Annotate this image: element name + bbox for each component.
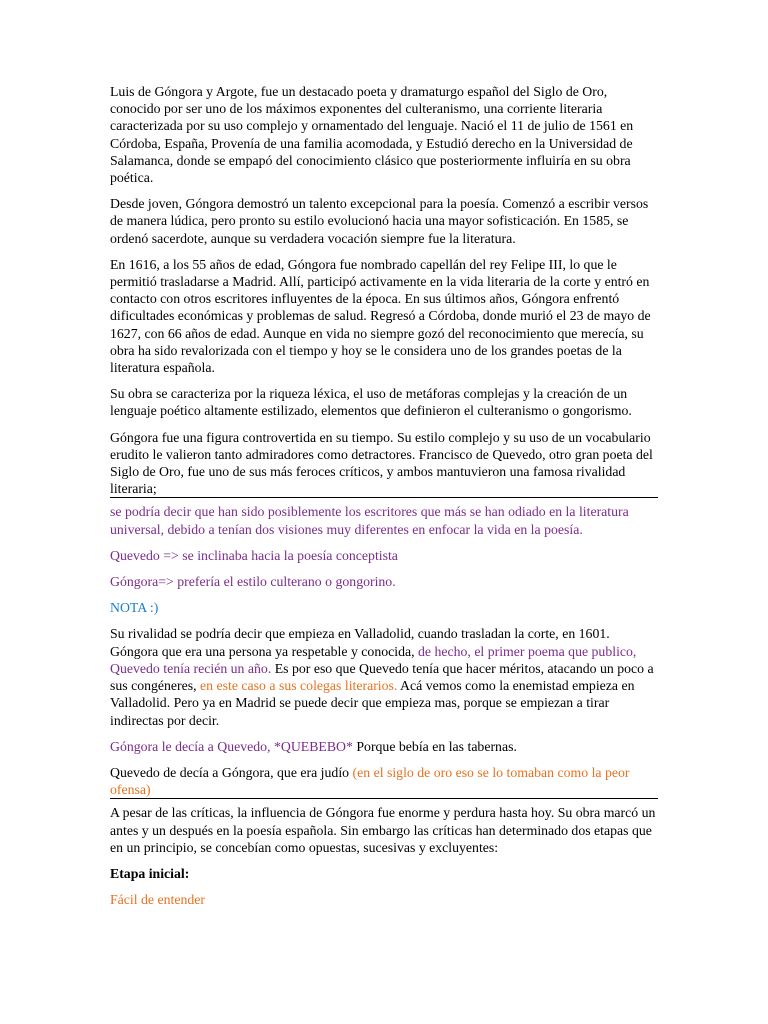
paragraph-biografia: Luis de Góngora y Argote, fue un destacado poeta y dramaturgo español del Siglo de Oro, conocido por ser uno de los máximos exponentes del culteranismo, una corriente literaria caracterizada por su uso complejo y ornamentado del lenguaje. Nació el 11 de julio de 1561 en Córdoba, España, Provenía de una familia acomodada, y Estudió derecho en la Universidad de Salamanca, donde se empapó del conocimiento clásico que posteriormente influiría en su obra poética.	[110, 84, 634, 186]
rivalidad-text-3: Acá vemos como la enemistad empieza en Valladolid. Pero ya en Madrid se puede decir que empieza mas, porque se empiezan a tirar indirectas por decir.	[110, 678, 635, 728]
paragraph-rivalidad	[110, 625, 658, 728]
rivalidad-text-2: Es por eso que Quevedo tenía que hacer méritos, atacando un poco a sus congéneres,	[110, 660, 654, 694]
etapa-inicial-item: Fácil de entender	[110, 892, 206, 908]
quebebo-insult: Góngora le decía a Quevedo, *QUEBEBO*	[110, 738, 353, 754]
document-body	[110, 83, 658, 917]
paragraph-quebebo	[110, 738, 658, 755]
rivalidad-aside-poema: de hecho, el primer poema que publico, Quevedo tenía recién un año.	[110, 643, 637, 676]
note-quevedo-conceptista: Quevedo => se inclinaba hacia la poesía conceptista	[110, 547, 398, 563]
rivalidad-text-1: Su rivalidad se podría decir que empieza en Valladolid, cuando trasladan la corte, en 1601. Góngora que era una persona ya respetable y conocida,	[110, 626, 610, 659]
paragraph-juventud: Desde joven, Góngora demostró un talento excepcional para la poesía. Comenzó a escribir versos de manera lúdica, pero pronto su estilo evolucionó hacia una mayor sofisticación. En 1585, se ordenó sacerdote, aunque su verdadera vocación siempre fue la literatura.	[110, 196, 649, 246]
paragraph-obra: Su obra se caracteriza por la riqueza léxica, el uso de metáforas complejas y la creación de un lenguaje poético altamente estilizado, elementos que definieron el culteranismo o gongorismo.	[110, 386, 632, 419]
paragraph-judio	[110, 764, 658, 798]
paragraph-controversia: Góngora fue una figura controvertida en su tiempo. Su estilo complejo y su uso de un vocabulario erudito le valieron tanto admiradores como detractores. Francisco de Quevedo, otro gran poeta del Siglo de Oro, fue uno de sus más feroces críticos, y ambos mantuvieron una famosa rivalidad literaria;	[110, 429, 653, 497]
note-heading: NOTA :)	[110, 600, 159, 616]
divider-line-2	[110, 798, 658, 799]
heading-etapa-inicial: Etapa inicial:	[110, 865, 190, 881]
paragraph-influencia: A pesar de las críticas, la influencia de Góngora fue enorme y perdura hasta hoy. Su obra marcó un antes y un después en la poesía española. Sin embargo las críticas han determinado dos etapas que en un principio, se concebían como opuestas, sucesivas y excluyentes:	[110, 805, 656, 855]
divider-line	[110, 497, 658, 498]
judio-text: Quevedo de decía a Góngora, que era judío	[110, 764, 353, 780]
judio-aside: (en el siglo de oro eso se lo tomaban como la peor ofensa)	[110, 764, 630, 798]
note-odiado: se podría decir que han sido posiblemente los escritores que más se han odiado en la literatura universal, debido a tenían dos visiones muy diferentes en enfocar la vida en la poesía.	[110, 504, 629, 537]
paragraph-madrid: En 1616, a los 55 años de edad, Góngora fue nombrado capellán del rey Felipe III, lo que le permitió trasladarse a Madrid. Allí, participó activamente en la vida literaria de la corte y entró en contacto con otros escritores influyentes de la época. En sus últimos años, Góngora enfrentó dificultades económicas y problemas de salud. Regresó a Córdoba, donde murió el 23 de mayo de 1627, con 66 años de edad. Aunque en vida no siempre gozó del reconocimiento que merecía, su obra ha sido revalorizada con el tiempo y hoy se le considera uno de los grandes poetas de la literatura española.	[110, 256, 651, 376]
quebebo-reason: Porque bebía en las tabernas.	[352, 738, 517, 754]
note-gongora-culterano: Góngora=> prefería el estilo culterano o gongorino.	[110, 574, 396, 590]
rivalidad-aside-colegas: en este caso a sus colegas literarios.	[200, 678, 398, 694]
